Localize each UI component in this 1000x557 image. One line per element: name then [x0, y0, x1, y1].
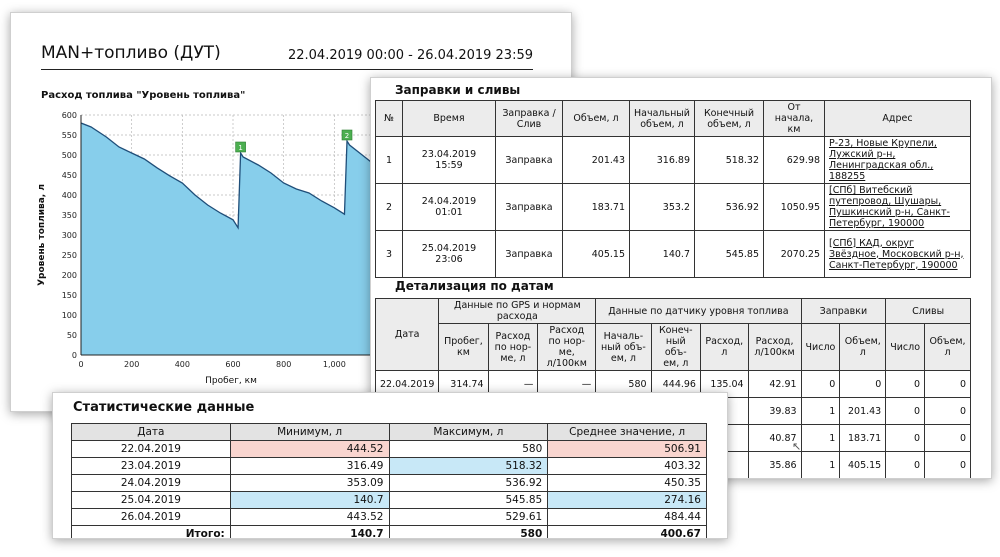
detail-norm-100: —: [538, 371, 596, 398]
refuel-distance: 2070.25: [764, 231, 825, 278]
detail-drain-volume: 0: [925, 371, 971, 398]
table-row: [72, 475, 707, 492]
refuel-end-volume: 536.92: [695, 184, 764, 231]
stats-date: 24.04.2019: [72, 475, 231, 492]
stats-total-row: [72, 526, 707, 540]
detail-refuel-volume: 183.71: [840, 425, 886, 452]
detail-col-drain-count: Число: [886, 324, 925, 371]
refuel-start-volume: 316.89: [630, 137, 695, 184]
detail-drain-volume: 0: [925, 425, 971, 452]
refuel-volume: 183.71: [563, 184, 630, 231]
stats-min: 316.49: [230, 458, 389, 475]
refuel-time: 23.04.2019 15:59: [403, 137, 496, 184]
x-axis-label: Пробег, км: [205, 376, 257, 386]
detail-consumption-100: 42.91: [748, 371, 801, 398]
mouse-cursor-icon: ↖: [792, 440, 802, 453]
stats-avg: 403.32: [548, 458, 707, 475]
detail-drain-count: 0: [886, 452, 925, 479]
detail-refuel-count: 1: [801, 398, 840, 425]
detail-drain-count: 0: [886, 371, 925, 398]
stats-col-max: Максимум, л: [389, 424, 548, 441]
detail-sub-header-row: [376, 324, 971, 371]
stats-min: 140.7: [230, 492, 389, 509]
stats-header-row: [72, 424, 707, 441]
stats-date: 25.04.2019: [72, 492, 231, 509]
y-tick-label: 50: [66, 331, 77, 340]
refuel-start-volume: 140.7: [630, 231, 695, 278]
x-tick-label: 800: [276, 360, 292, 369]
stats-max: 518.32: [389, 458, 548, 475]
detail-col-consumption: Расход, л: [700, 324, 748, 371]
refuel-col-end-volume: Конечный объем, л: [695, 101, 764, 137]
detail-drain-count: 0: [886, 398, 925, 425]
stats-total-min: 140.7: [230, 526, 389, 540]
y-tick-label: 550: [61, 131, 77, 140]
table-row: [72, 509, 707, 526]
detail-consumption: 135.04: [700, 371, 748, 398]
stats-max: 545.85: [389, 492, 548, 509]
y-tick-label: 400: [61, 191, 77, 200]
y-tick-label: 150: [61, 291, 77, 300]
y-tick-label: 350: [61, 211, 77, 220]
refuel-col-num: №: [376, 101, 403, 137]
refuel-start-volume: 353.2: [630, 184, 695, 231]
table-row: [72, 492, 707, 509]
refuel-marker-label: 1: [238, 144, 243, 152]
stats-date: 22.04.2019: [72, 441, 231, 458]
refuel-time: 25.04.2019 23:06: [403, 231, 496, 278]
stats-table: [71, 423, 707, 539]
stats-total-max: 580: [389, 526, 548, 540]
detail-group-sensor: Данные по датчику уровня топлива: [596, 299, 801, 324]
stats-max: 580: [389, 441, 548, 458]
x-tick-label: 600: [225, 360, 241, 369]
y-tick-label: 600: [61, 111, 77, 120]
table-row: [376, 137, 971, 184]
refuel-num: 1: [376, 137, 403, 184]
stats-date: 26.04.2019: [72, 509, 231, 526]
detail-col-mileage: Пробег, км: [439, 324, 488, 371]
y-tick-label: 200: [61, 271, 77, 280]
report-date-range: 22.04.2019 00:00 - 26.04.2019 23:59: [287, 48, 533, 63]
stats-avg: 506.91: [548, 441, 707, 458]
x-tick-label: 200: [124, 360, 140, 369]
chart-title: Расход топлива "Уровень топлива": [41, 90, 246, 101]
detail-group-drains: Сливы: [886, 299, 971, 324]
table-row: [72, 441, 707, 458]
detail-col-drain-volume: Объем, л: [925, 324, 971, 371]
detail-col-norm-100: Расход по нор- ме, л/100км: [538, 324, 596, 371]
refuel-volume: 201.43: [563, 137, 630, 184]
detail-refuel-count: 1: [801, 452, 840, 479]
refuel-header-row: [376, 101, 971, 137]
detail-start-vol: 580: [596, 371, 651, 398]
detail-consumption-100: 40.87: [748, 425, 801, 452]
table-row: [376, 184, 971, 231]
detail-drain-volume: 0: [925, 452, 971, 479]
detail-consumption-100: 39.83: [748, 398, 801, 425]
detail-drain-volume: 0: [925, 398, 971, 425]
detail-group-gps: Данные по GPS и нормам расхода: [439, 299, 596, 324]
refuel-type: Заправка: [496, 184, 563, 231]
refuel-col-address: Адрес: [825, 101, 971, 137]
refuel-col-distance: От начала, км: [764, 101, 825, 137]
detail-col-consumption-100: Расход, л/100км: [748, 324, 801, 371]
table-row: [72, 458, 707, 475]
detail-mileage: 314.74: [439, 371, 488, 398]
refuel-distance: 1050.95: [764, 184, 825, 231]
detail-drain-count: 0: [886, 425, 925, 452]
stats-max: 536.92: [389, 475, 548, 492]
detail-col-norm-l: Расход по нор- ме, л: [488, 324, 538, 371]
detail-col-refuel-count: Число: [801, 324, 840, 371]
refuel-address-link[interactable]: Р-23, Новые Крупели, Лужский р-н, Ленинградская обл., 188255: [825, 137, 971, 184]
refuel-num: 3: [376, 231, 403, 278]
y-tick-label: 300: [61, 231, 77, 240]
report-title: MAN+топливо (ДУТ): [41, 43, 221, 63]
detail-col-start-vol: Началь- ный объ- ем, л: [596, 324, 651, 371]
y-tick-label: 450: [61, 171, 77, 180]
refuel-type: Заправка: [496, 231, 563, 278]
y-tick-label: 0: [71, 351, 77, 360]
stats-col-avg: Среднее значение, л: [548, 424, 707, 441]
detail-consumption-100: 35.86: [748, 452, 801, 479]
stats-avg: 450.35: [548, 475, 707, 492]
x-tick-label: 0: [78, 360, 84, 369]
stats-section-title: Статистические данные: [73, 400, 255, 415]
refuel-section-title: Заправки и сливы: [395, 83, 521, 97]
refuel-col-time: Время: [403, 101, 496, 137]
refuel-col-start-volume: Начальный объем, л: [630, 101, 695, 137]
stats-avg: 484.44: [548, 509, 707, 526]
refuel-num: 2: [376, 184, 403, 231]
refuel-volume: 405.15: [563, 231, 630, 278]
table-row: [376, 231, 971, 278]
refuel-end-volume: 545.85: [695, 231, 764, 278]
refuel-marker-label: 2: [344, 132, 350, 140]
y-tick-label: 250: [61, 251, 77, 260]
y-axis-label: Уровень топлива, л: [37, 184, 47, 286]
y-tick-label: 100: [61, 311, 77, 320]
detail-end-vol: 444.96: [651, 371, 700, 398]
stats-min: 443.52: [230, 509, 389, 526]
detail-refuel-volume: 0: [840, 371, 886, 398]
detail-col-date: Дата: [376, 299, 439, 371]
y-tick-label: 500: [61, 151, 77, 160]
refuel-col-type: Заправка / Слив: [496, 101, 563, 137]
refuel-address-link[interactable]: [СПб] КАД, округ Звёздное, Московский р-н, Санкт-Петербург, 190000: [825, 231, 971, 278]
detail-norm-l: —: [488, 371, 538, 398]
detail-group-header-row: [376, 299, 971, 324]
refuel-type: Заправка: [496, 137, 563, 184]
detail-refuel-volume: 405.15: [840, 452, 886, 479]
detail-date: 22.04.2019: [376, 371, 439, 398]
report-title-underline: [41, 69, 533, 70]
x-tick-label: 400: [174, 360, 190, 369]
stats-total-label: Итого:: [72, 526, 231, 540]
stats-max: 529.61: [389, 509, 548, 526]
detail-group-refuels: Заправки: [801, 299, 886, 324]
refuel-end-volume: 518.32: [695, 137, 764, 184]
stats-total-avg: 400.67: [548, 526, 707, 540]
refuel-table: [375, 100, 971, 278]
detail-col-end-vol: Конеч- ный объ- ем, л: [651, 324, 700, 371]
detail-col-refuel-volume: Объем, л: [840, 324, 886, 371]
stats-col-date: Дата: [72, 424, 231, 441]
detail-section-title: Детализация по датам: [395, 279, 554, 293]
stats-col-min: Минимум, л: [230, 424, 389, 441]
stats-min: 353.09: [230, 475, 389, 492]
refuel-col-volume: Объем, л: [563, 101, 630, 137]
stats-avg: 274.16: [548, 492, 707, 509]
detail-refuel-count: 0: [801, 371, 840, 398]
detail-refuel-count: 1: [801, 425, 840, 452]
x-tick-label: 1,000: [322, 360, 346, 369]
refuel-distance: 629.98: [764, 137, 825, 184]
refuel-time: 24.04.2019 01:01: [403, 184, 496, 231]
stats-min: 444.52: [230, 441, 389, 458]
refuel-address-link[interactable]: [СПб] Витебский путепровод, Шушары, Пушкинский р-н, Санкт-Петербург, 190000: [825, 184, 971, 231]
statistics-page: [52, 392, 728, 539]
detail-refuel-volume: 201.43: [840, 398, 886, 425]
stats-date: 23.04.2019: [72, 458, 231, 475]
